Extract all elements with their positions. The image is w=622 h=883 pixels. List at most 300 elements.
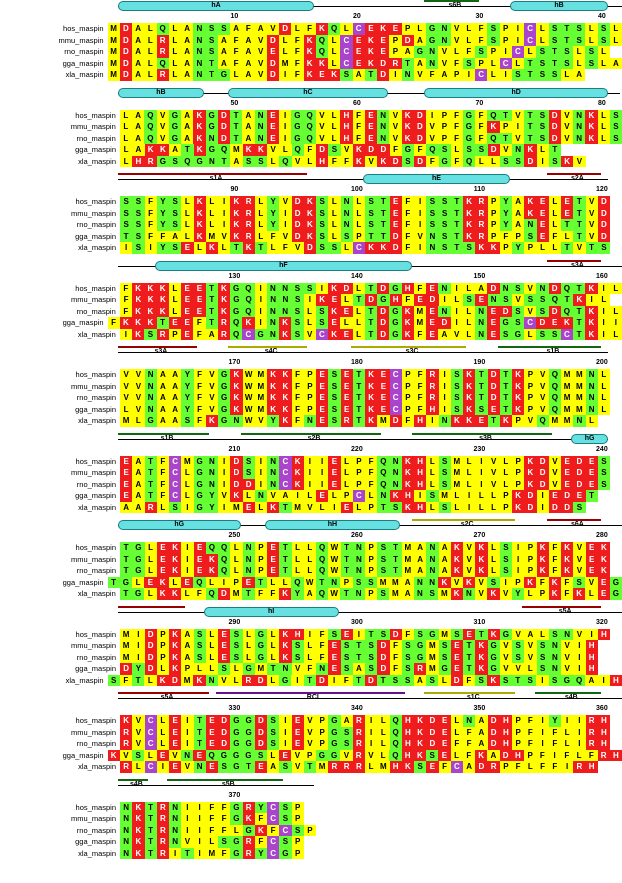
- residue-cell: R: [120, 761, 132, 773]
- residue-cell: G: [512, 329, 524, 341]
- residue-cell: K: [304, 208, 316, 220]
- residue-cell: P: [475, 58, 487, 70]
- residue-cell: P: [524, 381, 536, 393]
- residue-cell: K: [194, 196, 206, 208]
- residue-cell: K: [267, 392, 279, 404]
- residue-cell: N: [267, 317, 279, 329]
- residue-cell: S: [377, 629, 389, 641]
- sequence-row: [0, 23, 622, 35]
- residue-cell: T: [108, 577, 120, 589]
- residue-cell: F: [157, 467, 169, 479]
- residue-cell: L: [598, 404, 610, 416]
- residue-cell: A: [132, 23, 144, 35]
- residue-cell: M: [414, 317, 426, 329]
- residue-cell: H: [610, 675, 622, 687]
- residue-cell: D: [145, 629, 157, 641]
- residue-cell: P: [524, 565, 536, 577]
- sequence-row: [0, 110, 622, 122]
- residue-cell: V: [463, 554, 475, 566]
- residue-cell: F: [414, 392, 426, 404]
- residue-cell: T: [145, 456, 157, 468]
- residue-cell: E: [181, 577, 193, 589]
- sequence-name: mmu_maspin: [70, 122, 116, 132]
- residue-cell: C: [524, 35, 536, 47]
- residue-cell: I: [194, 825, 206, 837]
- residue-cell: T: [120, 565, 132, 577]
- residue-cell: M: [230, 502, 242, 514]
- residue-cell: K: [230, 369, 242, 381]
- ruler-tick: 250: [228, 532, 241, 539]
- residue-cell: V: [169, 750, 181, 762]
- residue-cell: Q: [316, 46, 328, 58]
- residue-cell: D: [304, 242, 316, 254]
- sequence-row: [0, 35, 622, 47]
- residue-cell: S: [573, 23, 585, 35]
- residue-cell: S: [341, 640, 353, 652]
- residue-cell: G: [463, 110, 475, 122]
- residue-cell: T: [194, 715, 206, 727]
- residue-cell: N: [243, 554, 255, 566]
- residue-cell: H: [610, 750, 622, 762]
- residue-cell: P: [304, 404, 316, 416]
- strand-s2A: [547, 173, 608, 186]
- residue-cell: D: [549, 133, 561, 145]
- residue-cell: N: [377, 121, 389, 133]
- sequence-name: mmu_maspin: [70, 814, 116, 824]
- residue-cell: E: [390, 219, 402, 231]
- residue-cell: D: [292, 208, 304, 220]
- residue-cell: K: [365, 381, 377, 393]
- residue-cell: L: [194, 242, 206, 254]
- residue-cell: S: [487, 23, 499, 35]
- residue-cell: L: [341, 467, 353, 479]
- residue-cells: [120, 652, 598, 664]
- residue-cell: E: [353, 58, 365, 70]
- residue-cell: R: [218, 329, 230, 341]
- residue-cell: I: [598, 317, 610, 329]
- residue-cell: V: [341, 144, 353, 156]
- residue-cell: I: [573, 715, 585, 727]
- residue-cell: I: [365, 715, 377, 727]
- sequence-name: gga_maspin: [75, 404, 116, 414]
- sequence-row: [0, 415, 622, 427]
- residue-cell: S: [439, 479, 451, 491]
- residue-cell: D: [218, 133, 230, 145]
- residue-cell: R: [475, 219, 487, 231]
- residue-cell: Y: [255, 848, 267, 860]
- residue-cell: K: [487, 588, 499, 600]
- residue-cell: F: [145, 219, 157, 231]
- residue-cell: H: [598, 715, 610, 727]
- residue-cell: E: [328, 663, 340, 675]
- residue-cell: S: [316, 208, 328, 220]
- residue-cell: D: [230, 467, 242, 479]
- residue-cell: S: [426, 490, 438, 502]
- residue-cell: G: [291, 110, 303, 122]
- strand-s3C: [351, 346, 474, 359]
- secondary-structure-track: [118, 606, 608, 619]
- residue-cell: S: [463, 242, 475, 254]
- sequence-rows: [0, 802, 622, 860]
- residue-cell: P: [438, 133, 450, 145]
- residue-cell: T: [573, 208, 585, 220]
- residue-cell: S: [451, 381, 463, 393]
- residue-cell: K: [292, 479, 304, 491]
- sequence-row: [0, 761, 622, 773]
- residue-cell: K: [279, 317, 291, 329]
- ruler-tick: 280: [596, 532, 608, 539]
- residue-cell: G: [194, 479, 206, 491]
- residue-cell: N: [267, 479, 279, 491]
- residue-cell: E: [316, 404, 328, 416]
- residue-cell: E: [377, 404, 389, 416]
- residue-cell: Q: [181, 156, 193, 168]
- residue-cell: I: [279, 219, 291, 231]
- residue-cell: S: [573, 577, 585, 589]
- residue-cell: E: [390, 196, 402, 208]
- residue-cell: N: [390, 479, 402, 491]
- feature-label: s3A: [154, 348, 168, 355]
- residue-cell: T: [573, 329, 585, 341]
- residue-cell: V: [524, 652, 536, 664]
- residue-cell: I: [598, 283, 610, 295]
- residue-cell: T: [145, 802, 157, 814]
- helix-hI: [204, 606, 339, 619]
- residue-cell: E: [328, 652, 340, 664]
- residue-cell: S: [365, 652, 377, 664]
- residue-cell: I: [132, 629, 144, 641]
- residue-cell: K: [279, 640, 291, 652]
- residue-cell: N: [120, 848, 132, 860]
- residue-cell: F: [353, 121, 365, 133]
- feature-label: s4B: [129, 780, 143, 788]
- residue-cell: A: [267, 761, 279, 773]
- residue-cell: A: [181, 46, 193, 58]
- residue-cell: G: [402, 144, 414, 156]
- residue-cell: E: [488, 404, 500, 416]
- residue-cell: Y: [267, 196, 279, 208]
- sequence-row: [0, 542, 622, 554]
- residue-cell: S: [402, 652, 414, 664]
- ruler-tick: 150: [473, 272, 486, 280]
- residue-cell: K: [463, 577, 475, 589]
- residue-cells: [120, 156, 598, 168]
- residue-cell: K: [488, 242, 500, 254]
- sequence-row: [0, 242, 622, 254]
- residue-cell: E: [218, 652, 230, 664]
- residue-cell: L: [328, 490, 340, 502]
- residue-cell: Q: [549, 294, 561, 306]
- residue-cell: K: [120, 317, 132, 329]
- residue-cell: S: [524, 231, 536, 243]
- sequence-row: [0, 490, 622, 502]
- residue-cell: T: [230, 110, 242, 122]
- residue-cell: D: [292, 196, 304, 208]
- residue-cell: P: [524, 392, 536, 404]
- residue-cell: H: [340, 133, 352, 145]
- residue-cell: D: [524, 502, 536, 514]
- sequence-row: [0, 479, 622, 491]
- residue-cell: G: [218, 392, 230, 404]
- residue-cell: F: [255, 588, 267, 600]
- residue-cell: E: [439, 738, 451, 750]
- residue-cell: G: [255, 629, 267, 641]
- residue-cell: T: [573, 219, 585, 231]
- residue-cell: V: [132, 738, 144, 750]
- residue-cell: F: [451, 156, 463, 168]
- residue-cell: L: [230, 542, 242, 554]
- residue-cell: N: [279, 294, 291, 306]
- residue-cell: L: [328, 110, 340, 122]
- residue-cell: N: [279, 663, 291, 675]
- residue-cell: S: [340, 69, 352, 81]
- residue-cells: [120, 231, 610, 243]
- feature-label: hG: [584, 434, 595, 442]
- sequence-name: xla_maspin: [78, 156, 116, 166]
- residue-cell: F: [402, 231, 414, 243]
- residue-cell: Q: [549, 381, 561, 393]
- sequence-row: [0, 652, 622, 664]
- residue-cell: D: [340, 283, 352, 295]
- residue-cell: H: [598, 738, 610, 750]
- residue-cell: E: [353, 46, 365, 58]
- residue-cell: S: [475, 675, 487, 687]
- residue-cell: N: [193, 69, 205, 81]
- feature-label: s5B: [221, 780, 235, 788]
- residue-cell: D: [377, 329, 389, 341]
- residue-cells: [108, 317, 622, 329]
- residue-cell: L: [549, 208, 561, 220]
- residue-cell: L: [267, 675, 279, 687]
- residue-cell: F: [402, 208, 414, 220]
- residue-cell: L: [353, 208, 365, 220]
- residue-cell: K: [463, 415, 475, 427]
- feature-label: s5A: [558, 607, 572, 615]
- feature-label: s1A: [209, 175, 223, 182]
- residue-cell: M: [230, 144, 242, 156]
- residue-cell: L: [304, 317, 316, 329]
- residue-cell: E: [194, 554, 206, 566]
- residue-cell: D: [500, 306, 512, 318]
- residue-cell: L: [144, 23, 156, 35]
- alignment-block: [0, 433, 622, 514]
- residue-cell: L: [328, 208, 340, 220]
- residue-cell: D: [218, 715, 230, 727]
- residue-cell: P: [524, 369, 536, 381]
- residue-cell: K: [206, 565, 218, 577]
- residue-cell: M: [120, 652, 132, 664]
- residue-cell: S: [500, 156, 512, 168]
- residue-cell: N: [169, 825, 181, 837]
- residue-cell: L: [144, 750, 156, 762]
- residue-cell: I: [218, 196, 230, 208]
- residue-cell: V: [120, 392, 132, 404]
- residue-cell: H: [500, 715, 512, 727]
- residue-cell: K: [402, 467, 414, 479]
- residue-cell: I: [512, 121, 524, 133]
- residue-cell: N: [426, 46, 438, 58]
- residue-cell: A: [181, 35, 193, 47]
- residue-cell: H: [586, 640, 598, 652]
- residue-cell: V: [316, 121, 328, 133]
- residue-cell: N: [536, 283, 548, 295]
- residue-cell: F: [549, 231, 561, 243]
- residue-cell: P: [524, 542, 536, 554]
- residue-cell: K: [132, 836, 144, 848]
- residue-cell: L: [144, 588, 156, 600]
- feature-label: hC: [303, 88, 313, 96]
- sequence-row: [0, 565, 622, 577]
- residue-cell: E: [279, 750, 291, 762]
- residue-cell: D: [500, 750, 512, 762]
- residue-cell: E: [267, 110, 279, 122]
- residue-cell: S: [549, 69, 561, 81]
- residue-cell: I: [512, 554, 524, 566]
- residue-cell: I: [279, 727, 291, 739]
- residue-cell: N: [267, 294, 279, 306]
- residue-cell: D: [390, 415, 402, 427]
- residue-cell: P: [157, 629, 169, 641]
- residue-cell: E: [377, 46, 389, 58]
- residue-cell: L: [169, 23, 181, 35]
- residue-cell: P: [316, 738, 328, 750]
- residue-cell: E: [586, 467, 598, 479]
- residue-cell: F: [475, 121, 487, 133]
- residue-cell: D: [402, 35, 414, 47]
- residue-cell: L: [353, 329, 365, 341]
- residue-cell: K: [585, 110, 597, 122]
- residue-cell: E: [218, 629, 230, 641]
- residue-cell: L: [181, 588, 193, 600]
- residue-cell: T: [390, 554, 402, 566]
- residue-cell: H: [414, 415, 426, 427]
- residue-cell: P: [353, 479, 365, 491]
- strand-RCL: [216, 692, 412, 705]
- residue-cell: M: [108, 69, 120, 81]
- residue-cell: G: [291, 133, 303, 145]
- residue-cell: S: [549, 675, 561, 687]
- residue-cell: S: [316, 196, 328, 208]
- residue-cell: N: [353, 565, 365, 577]
- residue-cell: N: [230, 415, 242, 427]
- sequence-name: gga_maspin: [62, 318, 104, 328]
- residue-cell: V: [132, 404, 144, 416]
- residue-cell: T: [145, 490, 157, 502]
- residue-cell: V: [512, 294, 524, 306]
- residue-cell: G: [169, 110, 181, 122]
- ruler-tick: 360: [596, 705, 608, 712]
- residue-cell: A: [169, 392, 181, 404]
- residue-cell: K: [279, 369, 291, 381]
- residue-cells: [120, 588, 622, 600]
- ruler-tick: 340: [351, 705, 363, 712]
- residue-cell: N: [255, 110, 267, 122]
- residue-cell: E: [586, 456, 598, 468]
- residue-cell: S: [169, 242, 181, 254]
- alignment-block: [0, 87, 622, 168]
- residue-cell: [586, 156, 598, 168]
- residue-cell: N: [463, 715, 475, 727]
- sequence-name: gga_maspin: [62, 750, 104, 760]
- residue-cell: K: [524, 208, 536, 220]
- residue-cell: Q: [279, 156, 291, 168]
- sequence-row: [0, 208, 622, 220]
- residue-cell: L: [573, 750, 585, 762]
- residue-cell: V: [340, 750, 352, 762]
- residue-cell: L: [488, 554, 500, 566]
- residue-cell: K: [292, 456, 304, 468]
- feature-label: hD: [511, 88, 521, 96]
- residue-cell: M: [120, 640, 132, 652]
- residue-cell: G: [414, 652, 426, 664]
- residue-cell: V: [157, 133, 169, 145]
- residue-cell: A: [512, 208, 524, 220]
- alignment-block: [0, 260, 622, 341]
- residue-cell: S: [304, 283, 316, 295]
- residue-cell: A: [402, 588, 414, 600]
- residue-cell: S: [439, 456, 451, 468]
- residue-cell: R: [243, 802, 255, 814]
- sequence-name: rno_maspin: [76, 393, 116, 403]
- residue-cell: L: [500, 479, 512, 491]
- residue-cell: T: [194, 738, 206, 750]
- strand-s5B: [167, 779, 290, 792]
- residue-cell: P: [500, 761, 512, 773]
- residue-cell: G: [610, 577, 622, 589]
- residue-cell: A: [439, 542, 451, 554]
- residue-cell: I: [414, 208, 426, 220]
- residue-cell: N: [193, 58, 205, 70]
- residue-cell: K: [598, 542, 610, 554]
- residue-cell: A: [414, 58, 426, 70]
- residue-cell: H: [402, 738, 414, 750]
- residue-cell: L: [230, 554, 242, 566]
- residue-cell: V: [292, 156, 304, 168]
- residue-cell: N: [304, 415, 316, 427]
- residue-cell: E: [328, 317, 340, 329]
- residue-cell: K: [132, 848, 144, 860]
- residue-cell: F: [524, 727, 536, 739]
- residue-cell: D: [377, 663, 389, 675]
- residue-cell: A: [439, 554, 451, 566]
- residue-cell: T: [549, 58, 561, 70]
- residue-cell: S: [389, 675, 401, 687]
- residue-cell: K: [230, 381, 242, 393]
- residue-cell: T: [279, 542, 291, 554]
- residue-cell: T: [304, 675, 316, 687]
- residue-cell: E: [267, 133, 279, 145]
- residue-cell: L: [340, 317, 352, 329]
- residue-cell: S: [537, 640, 549, 652]
- residue-cell: K: [304, 35, 316, 47]
- sequence-name: mmu_maspin: [70, 208, 116, 218]
- residue-cell: I: [365, 738, 377, 750]
- residue-cell: A: [181, 23, 193, 35]
- residue-cell: D: [488, 369, 500, 381]
- residue-cell: A: [169, 381, 181, 393]
- ruler-tick: 60: [352, 99, 361, 107]
- residue-cell: S: [536, 121, 548, 133]
- sequence-rows: [0, 23, 622, 81]
- residue-cell: N: [573, 133, 585, 145]
- residue-cell: Q: [230, 329, 242, 341]
- residue-cell: L: [255, 196, 267, 208]
- residue-cell: F: [365, 467, 377, 479]
- residue-cell: K: [304, 46, 316, 58]
- residue-cell: D: [218, 588, 230, 600]
- sequence-name: mmu_maspin: [70, 381, 116, 391]
- residue-cell: N: [549, 640, 561, 652]
